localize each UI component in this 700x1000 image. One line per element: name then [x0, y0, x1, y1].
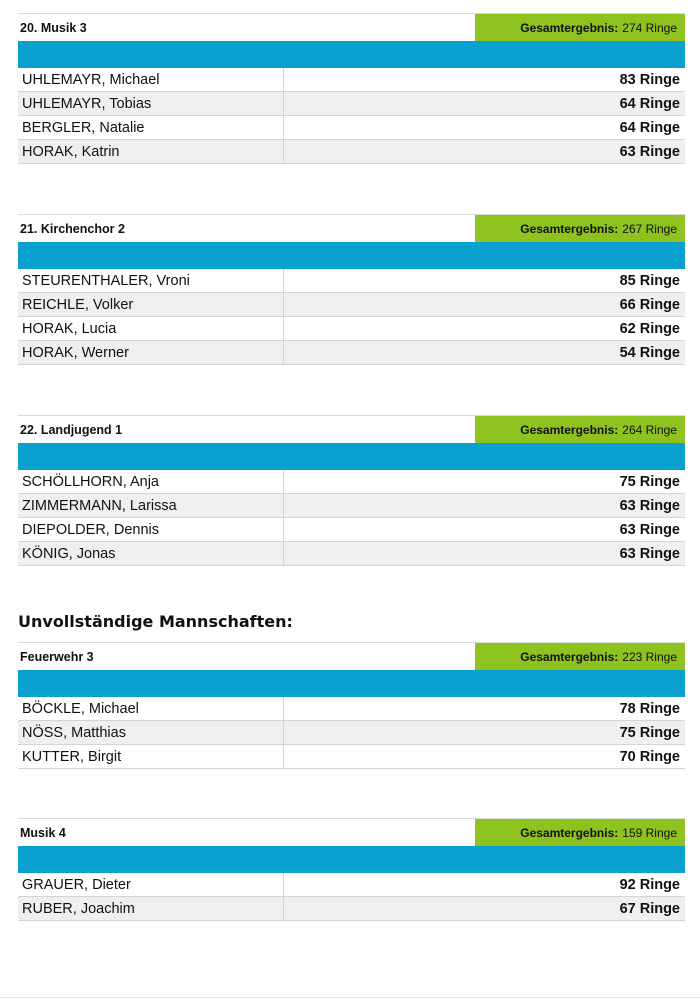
- member-score: 64 Ringe: [619, 119, 680, 136]
- team-total: [475, 819, 685, 846]
- total-label: Gesamtergebnis:: [520, 221, 619, 236]
- team-header: [18, 13, 685, 41]
- member-score: 63 Ringe: [619, 143, 680, 160]
- table-row: [18, 140, 685, 164]
- member-name: HORAK, Lucia: [18, 317, 284, 340]
- total-value: 267 Ringe: [622, 221, 677, 236]
- member-name: GRAUER, Dieter: [18, 873, 284, 896]
- total-label: Gesamtergebnis:: [520, 422, 619, 437]
- table-row: [18, 293, 685, 317]
- member-name: REICHLE, Volker: [18, 293, 284, 316]
- table-row: [18, 470, 685, 494]
- table-row: [18, 542, 685, 566]
- team-name: 20. Musik 3: [20, 20, 87, 35]
- table-row: [18, 745, 685, 769]
- page-divider: [0, 997, 700, 998]
- member-score: 54 Ringe: [619, 344, 680, 361]
- team-header: [18, 415, 685, 443]
- team-block: [18, 642, 685, 769]
- member-score: 78 Ringe: [619, 700, 680, 717]
- member-name: BÖCKLE, Michael: [18, 697, 284, 720]
- member-score: 64 Ringe: [619, 95, 680, 112]
- team-block: [18, 214, 685, 365]
- team-header: [18, 818, 685, 846]
- team-block: [18, 415, 685, 566]
- member-name: RUBER, Joachim: [18, 897, 284, 920]
- table-row: [18, 68, 685, 92]
- team-total: [475, 215, 685, 242]
- table-row: [18, 518, 685, 542]
- member-name: SCHÖLLHORN, Anja: [18, 470, 284, 493]
- member-name: KÖNIG, Jonas: [18, 542, 284, 565]
- header-bar: [18, 443, 685, 470]
- table-row: [18, 897, 685, 921]
- header-bar: [18, 242, 685, 269]
- member-name: KUTTER, Birgit: [18, 745, 284, 768]
- member-score: 85 Ringe: [619, 272, 680, 289]
- section-title: Unvollständige Mannschaften:: [18, 612, 293, 631]
- total-label: Gesamtergebnis:: [520, 649, 619, 664]
- table-row: [18, 116, 685, 140]
- team-block: [18, 818, 685, 921]
- member-name: UHLEMAYR, Tobias: [18, 92, 284, 115]
- header-bar: [18, 846, 685, 873]
- member-score: 63 Ringe: [619, 497, 680, 514]
- member-name: ZIMMERMANN, Larissa: [18, 494, 284, 517]
- member-list: [18, 269, 685, 365]
- member-name: UHLEMAYR, Michael: [18, 68, 284, 91]
- member-score: 70 Ringe: [619, 748, 680, 765]
- team-header: [18, 642, 685, 670]
- header-bar: [18, 41, 685, 68]
- table-row: [18, 269, 685, 293]
- member-score: 92 Ringe: [619, 876, 680, 893]
- team-total: [475, 643, 685, 670]
- member-name: NÖSS, Matthias: [18, 721, 284, 744]
- member-list: [18, 873, 685, 921]
- team-header: [18, 214, 685, 242]
- team-total: [475, 14, 685, 41]
- member-name: BERGLER, Natalie: [18, 116, 284, 139]
- member-score: 63 Ringe: [619, 521, 680, 538]
- member-score: 66 Ringe: [619, 296, 680, 313]
- member-score: 67 Ringe: [619, 900, 680, 917]
- total-value: 274 Ringe: [622, 20, 677, 35]
- table-row: [18, 494, 685, 518]
- member-score: 62 Ringe: [619, 320, 680, 337]
- member-name: DIEPOLDER, Dennis: [18, 518, 284, 541]
- table-row: [18, 721, 685, 745]
- table-row: [18, 697, 685, 721]
- table-row: [18, 873, 685, 897]
- header-bar: [18, 670, 685, 697]
- team-name: 21. Kirchenchor 2: [20, 221, 125, 236]
- member-list: [18, 697, 685, 769]
- team-block: [18, 13, 685, 164]
- member-name: HORAK, Werner: [18, 341, 284, 364]
- member-score: 75 Ringe: [619, 724, 680, 741]
- member-score: 75 Ringe: [619, 473, 680, 490]
- team-total: [475, 416, 685, 443]
- member-name: STEURENTHALER, Vroni: [18, 269, 284, 292]
- member-score: 63 Ringe: [619, 545, 680, 562]
- table-row: [18, 92, 685, 116]
- table-row: [18, 317, 685, 341]
- total-value: 223 Ringe: [622, 649, 677, 664]
- member-name: HORAK, Katrin: [18, 140, 284, 163]
- team-name: 22. Landjugend 1: [20, 422, 123, 437]
- member-score: 83 Ringe: [619, 71, 680, 88]
- team-name: Musik 4: [20, 825, 66, 840]
- team-name: Feuerwehr 3: [20, 649, 94, 664]
- total-label: Gesamtergebnis:: [520, 825, 619, 840]
- table-row: [18, 341, 685, 365]
- member-list: [18, 68, 685, 164]
- total-label: Gesamtergebnis:: [520, 20, 619, 35]
- total-value: 159 Ringe: [622, 825, 677, 840]
- member-list: [18, 470, 685, 566]
- total-value: 264 Ringe: [622, 422, 677, 437]
